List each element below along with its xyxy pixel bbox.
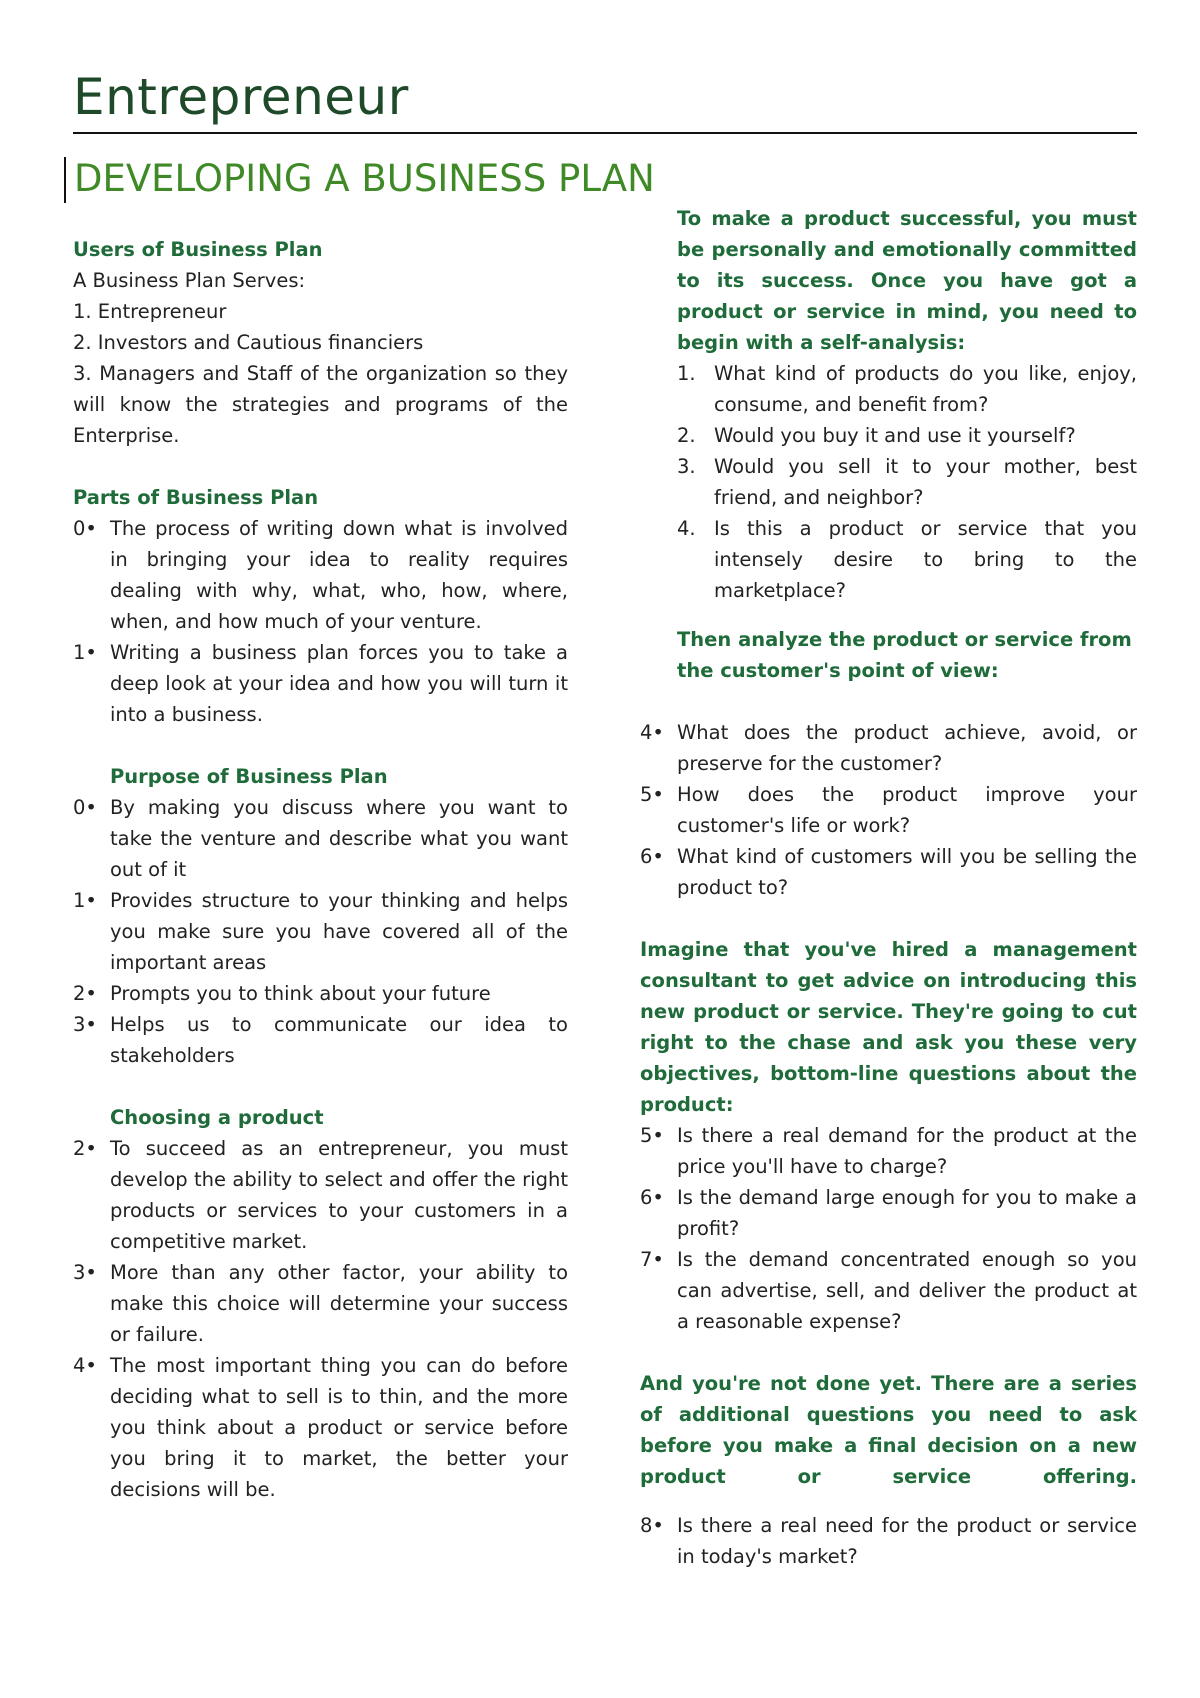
list-item xyxy=(640,779,1137,841)
bullet-marker: 0• xyxy=(73,517,97,540)
bullet-text: What does the product achieve, avoid, or preserve for the customer? xyxy=(677,721,1137,775)
bullet-text: Writing a business plan forces you to take a deep look at your idea and how you will turn it into a business. xyxy=(110,641,568,726)
parts-list xyxy=(73,513,568,730)
bullet-text: More than any other factor, your ability to make this choice will determine your success or failure. xyxy=(110,1261,568,1346)
bullet-text: What kind of customers will you be selling the product to? xyxy=(677,845,1137,899)
additional-heading: And you're not done yet. There are a series of additional questions you need to ask before you make a final decision on a new product or service offering. xyxy=(640,1372,1137,1488)
users-item: 1. Entrepreneur xyxy=(73,300,227,323)
customer-view-section xyxy=(640,717,1137,903)
list-item xyxy=(73,513,568,637)
purpose-heading: Purpose of Business Plan xyxy=(110,765,388,788)
item-text: Would you sell it to your mother, best friend, and neighbor? xyxy=(714,455,1137,509)
bullet-marker: 2• xyxy=(73,1137,97,1160)
list-item xyxy=(73,792,568,885)
list-item xyxy=(640,1510,1137,1572)
choosing-section xyxy=(73,1102,568,1505)
bullet-text: Is there a real demand for the product at the price you'll have to charge? xyxy=(677,1124,1137,1178)
list-item xyxy=(73,1133,568,1257)
bullet-text: Prompts you to think about your future xyxy=(110,982,491,1005)
list-item xyxy=(677,358,1137,420)
parts-heading: Parts of Business Plan xyxy=(73,486,319,509)
bullet-marker: 5• xyxy=(640,1124,664,1147)
list-item xyxy=(73,1009,568,1071)
bullet-marker: 2• xyxy=(73,982,97,1005)
self-analysis-section xyxy=(640,203,1137,686)
item-text: Is this a product or service that you intensely desire to bring to the marketplace? xyxy=(714,517,1137,602)
self-analysis-heading: To make a product successful, you must be personally and emotionally committed to its success. Once you have got a product or service in mind, you need to begin with a self-analysis: xyxy=(677,207,1137,354)
bullet-text: How does the product improve your customer's life or work? xyxy=(677,783,1137,837)
choosing-list xyxy=(73,1133,568,1505)
customer-view-list xyxy=(640,717,1137,903)
bullet-marker: 5• xyxy=(640,783,664,806)
cursor-bar xyxy=(64,157,66,203)
number-marker: 3. xyxy=(677,455,696,478)
bullet-text: Provides structure to your thinking and helps you make sure you have covered all of the important areas xyxy=(110,889,568,974)
choosing-heading: Choosing a product xyxy=(110,1106,324,1129)
bullet-text: The process of writing down what is involved in bringing your idea to reality requires dealing with why, what, who, how, where, when, and how much of your venture. xyxy=(110,517,568,633)
list-item xyxy=(73,1350,568,1505)
bullet-text: Is the demand concentrated enough so you can advertise, sell, and deliver the product at a reasonable expense? xyxy=(677,1248,1137,1333)
customer-view-heading: Then analyze the product or service from the customer's point of view: xyxy=(677,628,1132,682)
bullet-text: By making you discuss where you want to take the venture and describe what you want out of it xyxy=(110,796,568,881)
bullet-marker: 4• xyxy=(73,1354,97,1377)
list-item xyxy=(73,885,568,978)
additional-section xyxy=(640,1368,1137,1572)
bullet-text: Is there a real need for the product or service in today's market? xyxy=(677,1514,1137,1568)
additional-list xyxy=(640,1510,1137,1572)
list-item xyxy=(73,978,568,1009)
list-item xyxy=(640,1120,1137,1182)
bullet-marker: 1• xyxy=(73,641,97,664)
purpose-list xyxy=(73,792,568,1071)
bullet-marker: 0• xyxy=(73,796,97,819)
right-column xyxy=(640,203,1137,1572)
list-item xyxy=(677,420,1137,451)
bullet-text: The most important thing you can do before deciding what to sell is to thin, and the more you think about a product or service before you bring it to market, the better your decisions will be. xyxy=(110,1354,568,1501)
self-analysis-list xyxy=(677,358,1137,606)
number-marker: 2. xyxy=(677,424,696,447)
bullet-marker: 8• xyxy=(640,1514,664,1537)
bullet-marker: 1• xyxy=(73,889,97,912)
list-item xyxy=(73,1257,568,1350)
users-intro: A Business Plan Serves: xyxy=(73,269,306,292)
parts-section xyxy=(73,482,568,730)
bullet-marker: 3• xyxy=(73,1261,97,1284)
bullet-marker: 6• xyxy=(640,1186,664,1209)
title-rule xyxy=(73,132,1137,134)
bullet-text: Is the demand large enough for you to make a profit? xyxy=(677,1186,1137,1240)
users-item: 2. Investors and Cautious financiers xyxy=(73,331,424,354)
consultant-section xyxy=(640,934,1137,1337)
list-item xyxy=(640,1182,1137,1244)
users-item: 3. Managers and Staff of the organization so they will know the strategies and programs of the Enterprise. xyxy=(73,362,568,447)
list-item xyxy=(640,717,1137,779)
bullet-marker: 6• xyxy=(640,845,664,868)
bullet-marker: 7• xyxy=(640,1248,664,1271)
number-marker: 1. xyxy=(677,362,696,385)
bullet-marker: 3• xyxy=(73,1013,97,1036)
users-section xyxy=(73,234,568,451)
consultant-list xyxy=(640,1120,1137,1337)
number-marker: 4. xyxy=(677,517,696,540)
bullet-text: To succeed as an entrepreneur, you must develop the ability to select and offer the right products or services to your customers in a competitive market. xyxy=(110,1137,568,1253)
item-text: Would you buy it and use it yourself? xyxy=(714,424,1076,447)
item-text: What kind of products do you like, enjoy, consume, and benefit from? xyxy=(714,362,1137,416)
bullet-text: Helps us to communicate our idea to stakeholders xyxy=(110,1013,568,1067)
bullet-marker: 4• xyxy=(640,721,664,744)
document-title: Entrepreneur xyxy=(73,68,409,126)
list-item xyxy=(677,513,1137,606)
users-heading: Users of Business Plan xyxy=(73,238,323,261)
list-item xyxy=(73,637,568,730)
list-item xyxy=(640,841,1137,903)
list-item xyxy=(640,1244,1137,1337)
list-item xyxy=(677,451,1137,513)
purpose-section xyxy=(73,761,568,1071)
left-column xyxy=(73,234,568,1505)
consultant-heading: Imagine that you've hired a management consultant to get advice on introducing this new product or service. They're going to cut right to the chase and ask you these very objectives, bottom-line questions about the product: xyxy=(640,938,1137,1116)
document-subtitle: DEVELOPING A BUSINESS PLAN xyxy=(74,157,655,200)
